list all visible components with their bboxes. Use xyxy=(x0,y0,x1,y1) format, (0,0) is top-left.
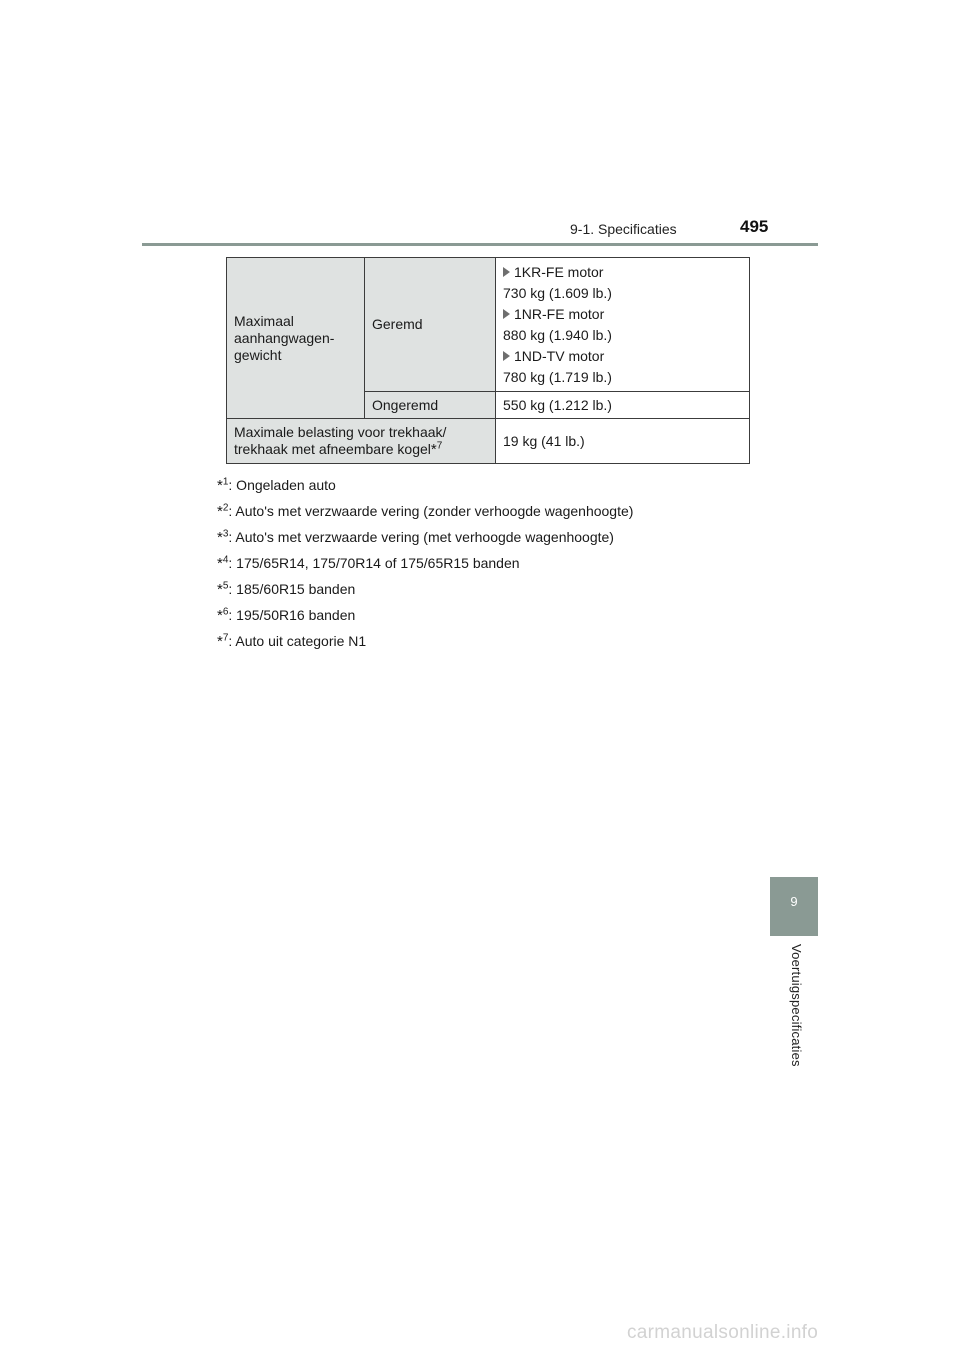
footnote-star: * xyxy=(217,607,223,624)
engine-name: 1ND-TV motor xyxy=(514,347,605,364)
engine-weight: 880 kg (1.940 lb.) xyxy=(503,326,612,343)
footnote-text: : 195/50R16 banden xyxy=(228,607,356,623)
footnote-ref: 7 xyxy=(436,440,443,452)
weight-line xyxy=(503,367,749,388)
footnote xyxy=(217,578,633,604)
page-number: 495 xyxy=(740,217,769,236)
footnote-star: * xyxy=(217,503,223,520)
footnote-star: * xyxy=(217,477,223,494)
triangle-bullet-icon xyxy=(503,267,510,277)
trailer-weight-table xyxy=(226,257,750,464)
section-title: 9-1. Specificaties xyxy=(570,221,677,237)
coupling-value: 19 kg (41 lb.) xyxy=(503,432,585,449)
braked-values-cell xyxy=(496,258,750,392)
watermark: carmanualsonline.info xyxy=(627,1322,819,1343)
weight-line xyxy=(503,283,749,304)
footnote-text: : 175/65R14, 175/70R14 of 175/65R15 banden xyxy=(228,555,520,571)
footnote-number: 2 xyxy=(222,502,229,514)
row-group-label xyxy=(227,258,365,419)
footnote-number: 5 xyxy=(222,580,229,592)
footnote xyxy=(217,526,633,552)
footnote-number: 3 xyxy=(222,528,229,540)
engine-name: 1KR-FE motor xyxy=(514,263,604,280)
footnotes xyxy=(217,474,633,656)
footnote-number: 1 xyxy=(222,476,229,488)
chapter-tab xyxy=(770,877,818,936)
braked-label-cell xyxy=(365,258,496,392)
coupling-value-cell xyxy=(496,419,750,464)
engine-weight: 780 kg (1.719 lb.) xyxy=(503,368,612,385)
footnote-star: * xyxy=(430,441,437,458)
chapter-label: Voertuigspecificaties xyxy=(789,944,804,1067)
footnote-number: 4 xyxy=(222,554,229,566)
braked-label: Geremd xyxy=(372,316,423,332)
unbraked-value: 550 kg (1.212 lb.) xyxy=(503,396,612,413)
footnote-text: : Auto's met verzwaarde vering (met verhoogde wagenhoogte) xyxy=(228,529,614,545)
engine-line xyxy=(503,304,749,325)
unbraked-label: Ongeremd xyxy=(372,396,439,413)
table-row xyxy=(227,419,750,464)
weight-line xyxy=(503,325,749,346)
triangle-bullet-icon xyxy=(503,309,510,319)
footnote-text: : Auto uit categorie N1 xyxy=(228,633,367,649)
footnote-star: * xyxy=(217,633,223,650)
footnote-text: : Ongeladen auto xyxy=(228,477,336,493)
coupling-label-cell xyxy=(227,419,496,464)
footnote-number: 6 xyxy=(222,606,229,618)
header-divider xyxy=(142,243,818,246)
engine-line xyxy=(503,262,749,283)
footnote-text: : 185/60R15 banden xyxy=(228,581,356,597)
coupling-label: Maximale belasting voor trekhaak/ trekhaak met afneembare kogel xyxy=(234,424,447,457)
triangle-bullet-icon xyxy=(503,351,510,361)
unbraked-label-cell xyxy=(365,392,496,419)
footnote xyxy=(217,474,633,500)
footnote-star: * xyxy=(217,555,223,572)
engine-name: 1NR-FE motor xyxy=(514,305,605,322)
unbraked-value-cell xyxy=(496,392,750,419)
footnote xyxy=(217,500,633,526)
footnote xyxy=(217,604,633,630)
footnote-star: * xyxy=(217,529,223,546)
footnote xyxy=(217,630,633,656)
footnote-number: 7 xyxy=(222,632,229,644)
footnote xyxy=(217,552,633,578)
chapter-number: 9 xyxy=(790,894,798,909)
max-trailer-weight-label: Maximaal aanhangwagen- gewicht xyxy=(234,312,335,363)
table-row xyxy=(227,258,750,392)
engine-weight: 730 kg (1.609 lb.) xyxy=(503,284,612,301)
footnote-text: : Auto's met verzwaarde vering (zonder verhoogde wagenhoogte) xyxy=(228,503,634,519)
footnote-star: * xyxy=(217,581,223,598)
engine-line xyxy=(503,346,749,367)
